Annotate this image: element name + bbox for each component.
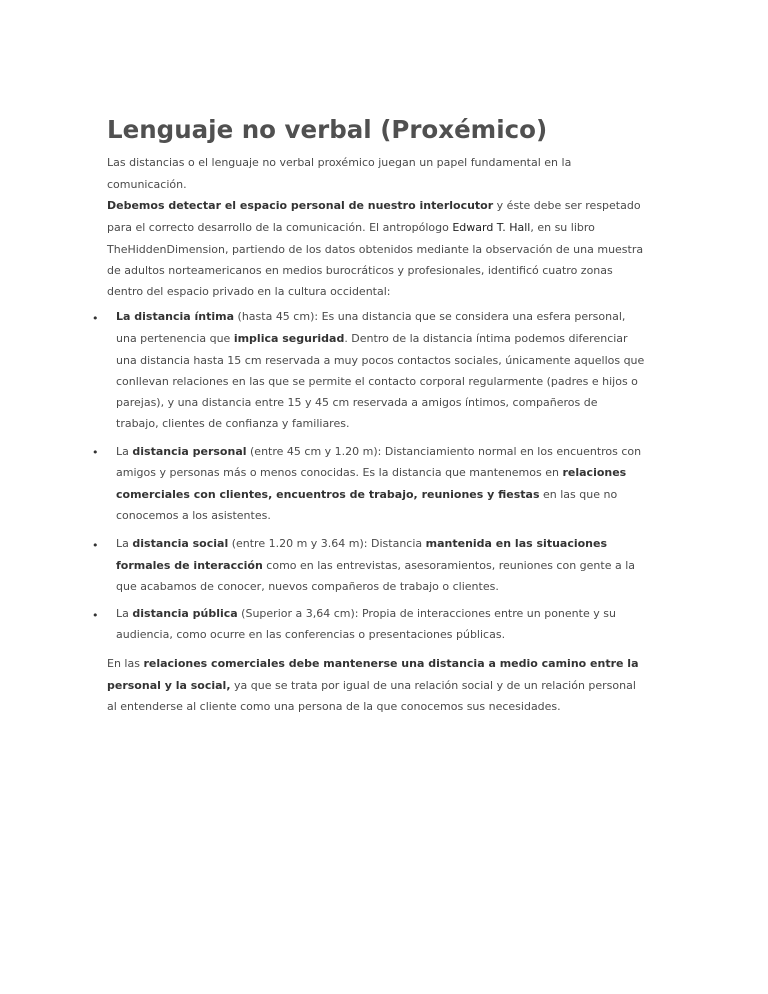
intro-text: comunicación. xyxy=(107,178,187,191)
paragraph-line xyxy=(107,696,561,718)
paragraph-text: ya que se trata por igual de una relación social y de un relación personal xyxy=(230,679,636,692)
list-text: amigos y personas más o menos conocidas. Es la distancia que mantenemos en xyxy=(116,466,563,479)
list-item-line xyxy=(116,624,505,646)
list-text: La xyxy=(116,445,133,458)
list-text: que acabamos de conocer, nuevos compañeros de trabajo o clientes. xyxy=(116,580,499,593)
paragraph-text: para el correcto desarrollo de la comunicación. El antropólogo xyxy=(107,221,453,234)
paragraph-line xyxy=(107,239,643,261)
list-item-line xyxy=(116,462,626,484)
bullet-icon: • xyxy=(92,312,99,325)
bold-text: personal y la social, xyxy=(107,679,231,692)
list-item-line xyxy=(116,603,616,625)
paragraph-line xyxy=(107,653,639,675)
bold-text: La distancia íntima xyxy=(116,310,235,323)
bold-text: implica seguridad xyxy=(233,332,345,345)
list-text: como en las entrevistas, asesoramientos, reuniones con gente a la xyxy=(262,559,636,572)
list-item-line xyxy=(116,306,625,328)
list-text: en las que no xyxy=(539,488,618,501)
list-item-line xyxy=(116,484,617,506)
list-text: (entre 1.20 m y 3.64 m): Distancia xyxy=(228,537,426,550)
list-text: La xyxy=(116,607,133,620)
paragraph-text: de adultos norteamericanos en medios burocráticos y profesionales, identificó cuatro zonas xyxy=(107,264,613,277)
list-item-line xyxy=(116,413,349,435)
paragraph-text: En las xyxy=(107,657,144,670)
paragraph-text: , en su libro xyxy=(530,221,595,234)
bold-text: comerciales con clientes, encuentros de trabajo, reuniones y fiestas xyxy=(116,488,540,501)
paragraph-text: dentro del espacio privado en la cultura occidental: xyxy=(107,285,391,298)
author-name: Edward T. Hall xyxy=(452,221,531,234)
bold-text: relaciones comerciales debe mantenerse una distancia a medio camino entre la xyxy=(143,657,639,670)
bold-text: distancia pública xyxy=(132,607,238,620)
bold-text: Debemos detectar el espacio personal de nuestro interlocutor xyxy=(107,199,494,212)
bullet-icon: • xyxy=(92,539,99,552)
intro-line xyxy=(107,152,571,174)
list-text: trabajo, clientes de confianza y familiares. xyxy=(116,417,350,430)
list-item-line xyxy=(116,555,635,577)
intro-text: Las distancias o el lenguaje no verbal proxémico juegan un papel fundamental en la xyxy=(107,156,572,169)
list-text: conllevan relaciones en las que se permite el contacto corporal regularmente (padres e hijos o xyxy=(116,375,638,388)
list-text: conocemos a los asistentes. xyxy=(116,509,271,522)
list-text: (entre 45 cm y 1.20 m): Distanciamiento normal en los encuentros con xyxy=(246,445,642,458)
page-title: Lenguaje no verbal (Proxémico) xyxy=(107,115,548,144)
bold-text: distancia personal xyxy=(132,445,247,458)
list-text: una distancia hasta 15 cm reservada a muy pocos contactos sociales, únicamente aquellos que xyxy=(116,354,645,367)
list-text: una pertenencia que xyxy=(116,332,234,345)
bold-text: relaciones xyxy=(562,466,627,479)
bold-text: distancia social xyxy=(132,537,229,550)
list-item-line xyxy=(116,505,271,527)
paragraph-line xyxy=(107,281,391,303)
list-item-line xyxy=(116,392,598,414)
list-item-line xyxy=(116,350,644,372)
paragraph-line xyxy=(107,260,613,282)
paragraph-text: TheHiddenDimension, partiendo de los datos obtenidos mediante la observación de una muestra xyxy=(107,243,644,256)
list-item-line xyxy=(116,576,499,598)
list-text: La xyxy=(116,537,133,550)
paragraph-line xyxy=(107,675,636,697)
list-text: (Superior a 3,64 cm): Propia de interacciones entre un ponente y su xyxy=(237,607,616,620)
list-item-line xyxy=(116,441,641,463)
list-text: . Dentro de la distancia íntima podemos diferenciar xyxy=(344,332,628,345)
list-item-line xyxy=(116,533,607,555)
paragraph-text: al entenderse al cliente como una persona de la que conocemos sus necesidades. xyxy=(107,700,561,713)
bullet-icon: • xyxy=(92,609,99,622)
bold-text: mantenida en las situaciones xyxy=(425,537,608,550)
bullet-icon: • xyxy=(92,446,99,459)
bold-text: formales de interacción xyxy=(116,559,263,572)
intro-line xyxy=(107,174,187,196)
list-text: (hasta 45 cm): Es una distancia que se considera una esfera personal, xyxy=(234,310,626,323)
paragraph-text: y éste debe ser respetado xyxy=(493,199,641,212)
paragraph-line xyxy=(107,217,595,239)
list-item-line xyxy=(116,328,628,350)
list-item-line xyxy=(116,371,638,393)
list-text: audiencia, como ocurre en las conferencias o presentaciones públicas. xyxy=(116,628,506,641)
list-text: parejas), y una distancia entre 15 y 45 cm reservada a amigos íntimos, compañeros de xyxy=(116,396,598,409)
paragraph-line xyxy=(107,195,641,217)
